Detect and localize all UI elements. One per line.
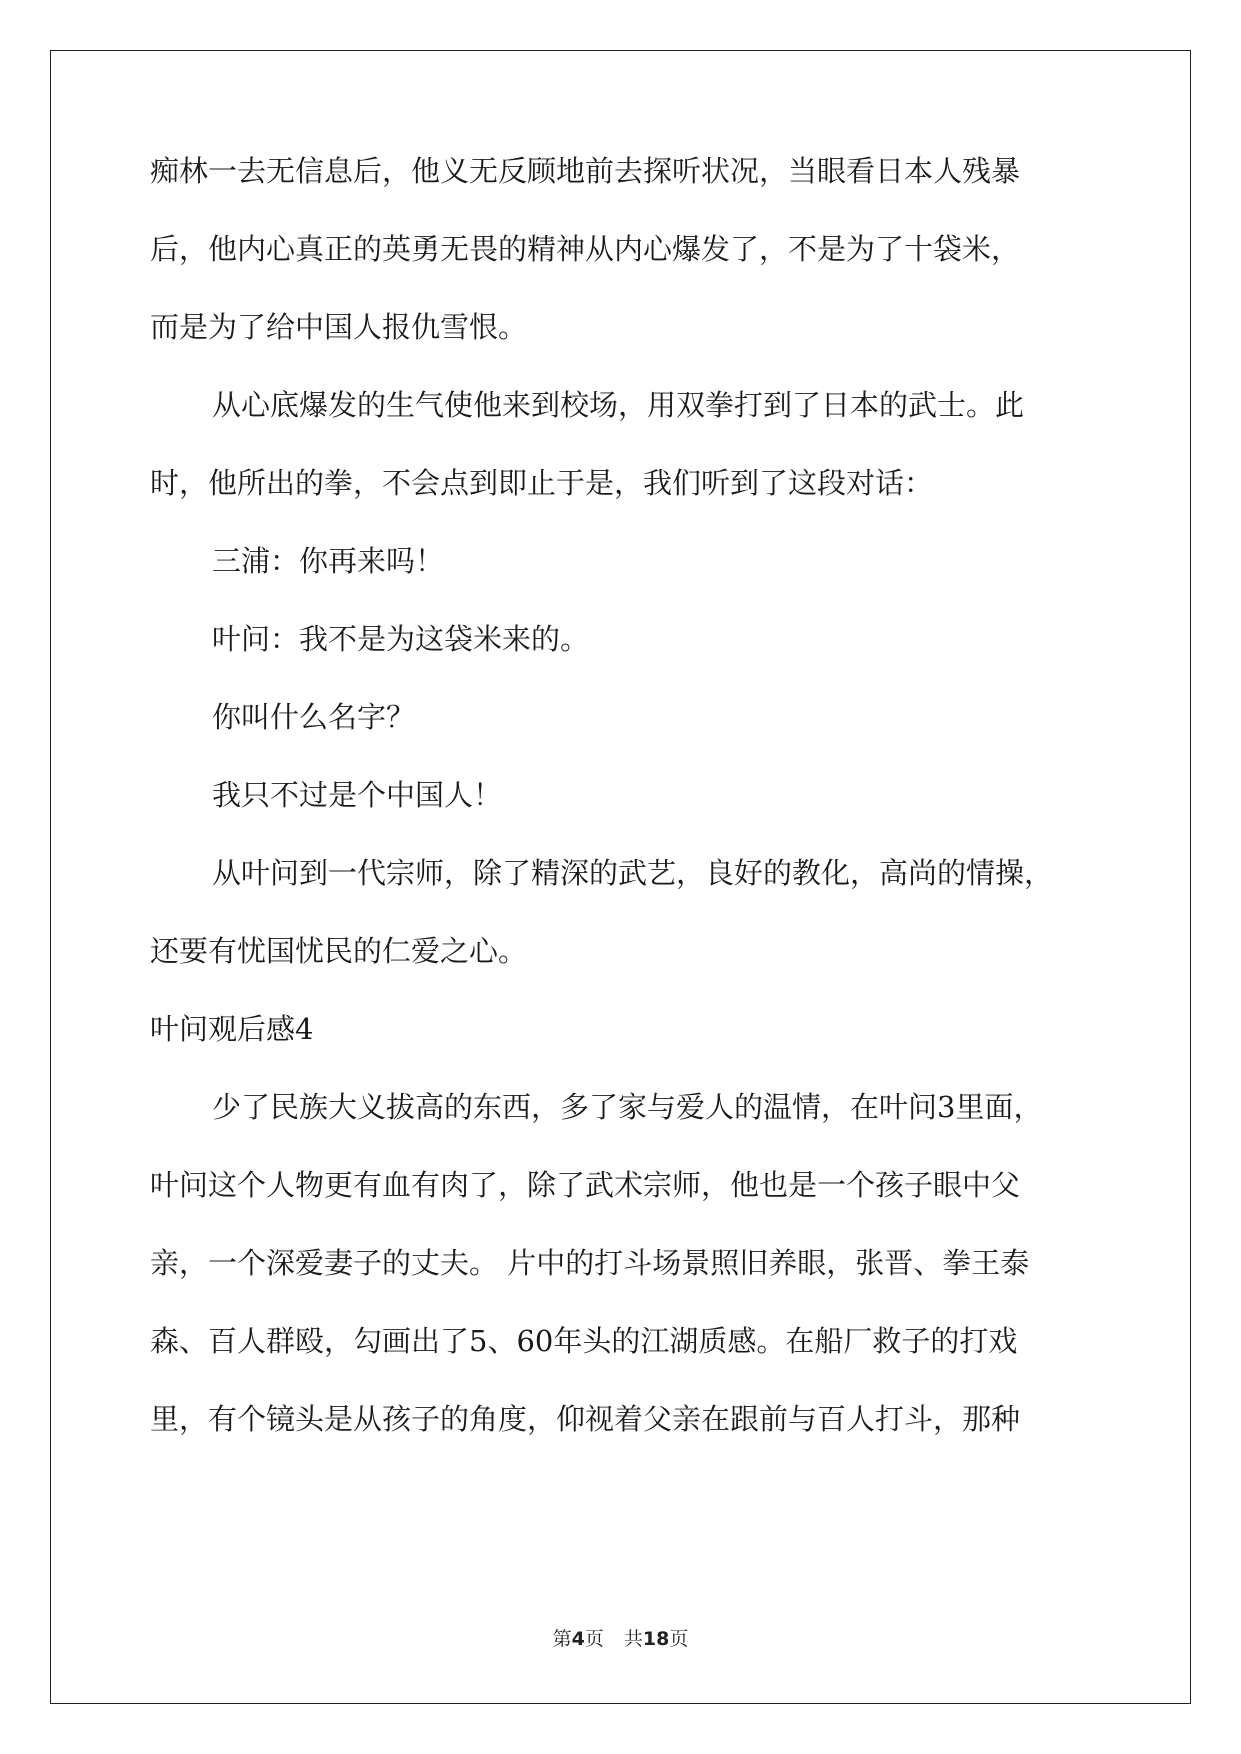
dialogue-line: 三浦：你再来吗！ (212, 544, 445, 578)
text-line: 痴林一去无信息后，他义无反顾地前去探听状况，当眼看日本人残暴 (150, 154, 1021, 188)
page-number: 4 (571, 1628, 585, 1650)
dialogue-line: 你叫什么名字？ (212, 700, 416, 734)
text-line: 而是为了给中国人报仇雪恨。 (150, 310, 528, 344)
dialogue-line: 叶问：我不是为这袋米来的。 (212, 622, 590, 656)
text-line: 里，有个镜头是从孩子的角度，仰视着父亲在跟前与百人打斗，那种 (150, 1402, 1021, 1436)
text-line: 森、百人群殴，勾画出了5、60年头的江湖质感。在船厂救子的打戏 (150, 1324, 1018, 1358)
text-line: 从叶问到一代宗师，除了精深的武艺，良好的教化，高尚的情操， (212, 856, 1054, 890)
footer-page-suffix: 页 (584, 1628, 604, 1650)
text-line: 少了民族大义拔高的东西，多了家与爱人的温情，在叶问3里面， (212, 1090, 1043, 1124)
footer-total-prefix: 共 (623, 1628, 643, 1650)
section-heading: 叶问观后感4 (150, 1012, 314, 1046)
body-text (150, 132, 1090, 1458)
text-line: 叶问这个人物更有血有肉了，除了武术宗师，他也是一个孩子眼中父 (150, 1168, 1021, 1202)
total-pages: 18 (642, 1628, 670, 1650)
text-line: 从心底爆发的生气使他来到校场，用双拳打到了日本的武士。此 (212, 388, 1025, 422)
page-footer (0, 1624, 1241, 1651)
text-line: 时，他所出的拳，不会点到即止于是，我们听到了这段对话： (150, 466, 934, 500)
text-line: 后，他内心真正的英勇无畏的精神从内心爆发了，不是为了十袋米， (150, 232, 1021, 266)
footer-prefix: 第 (552, 1628, 572, 1650)
footer-total-suffix: 页 (669, 1628, 689, 1650)
dialogue-line: 我只不过是个中国人！ (212, 778, 503, 812)
text-line: 还要有忧国忧民的仁爱之心。 (150, 934, 528, 968)
text-line: 亲，一个深爱妻子的丈夫。 片中的打斗场景照旧养眼，张晋、拳王泰 (150, 1246, 1030, 1280)
